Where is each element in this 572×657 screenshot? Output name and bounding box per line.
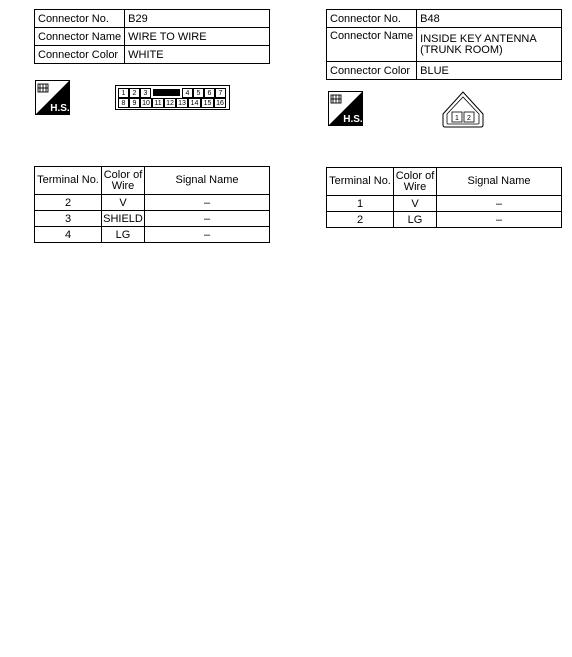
left-connector-color-value: WHITE bbox=[125, 46, 270, 64]
left-connector-color-label: Connector Color bbox=[35, 46, 125, 64]
right-row1-signal: – bbox=[437, 196, 562, 212]
table-row bbox=[35, 195, 270, 211]
left-connector-name-value: WIRE TO WIRE bbox=[125, 28, 270, 46]
left-pin-3: 3 bbox=[140, 88, 151, 98]
left-pin-16: 16 bbox=[214, 98, 226, 108]
left-connector-face bbox=[115, 85, 230, 110]
left-connector-key-block bbox=[153, 89, 180, 96]
left-terminal-table bbox=[34, 166, 270, 243]
left-connector-info-table bbox=[34, 9, 270, 64]
left-row2-terminal: 3 bbox=[35, 211, 102, 227]
left-hs-badge-icon bbox=[35, 80, 70, 115]
left-row3-signal: – bbox=[145, 227, 270, 243]
left-pin-10: 10 bbox=[140, 98, 152, 108]
right-hs-badge-icon bbox=[328, 91, 363, 126]
table-row bbox=[35, 211, 270, 227]
right-connector-color-label: Connector Color bbox=[327, 62, 417, 80]
left-row1-signal: – bbox=[145, 195, 270, 211]
left-row3-terminal: 4 bbox=[35, 227, 102, 243]
left-hs-label: H.S. bbox=[50, 103, 70, 114]
right-row1-terminal: 1 bbox=[327, 196, 394, 212]
left-row2-color: SHIELD bbox=[103, 212, 143, 225]
right-connector-info-table bbox=[326, 9, 562, 80]
table-row bbox=[327, 196, 562, 212]
right-connector-no-value: B48 bbox=[417, 10, 562, 28]
right-connector-color-value: BLUE bbox=[417, 62, 562, 80]
left-pin-1: 1 bbox=[118, 88, 129, 98]
left-pin-15: 15 bbox=[201, 98, 214, 108]
right-connector-name-value bbox=[417, 28, 562, 62]
left-header-terminal-no: Terminal No. bbox=[35, 167, 102, 195]
table-row bbox=[35, 227, 270, 243]
left-connector-no-value: B29 bbox=[125, 10, 270, 28]
left-pin-12: 12 bbox=[164, 98, 176, 108]
table-row bbox=[327, 212, 562, 228]
right-pin-2: 2 bbox=[467, 115, 471, 122]
right-row2-signal: – bbox=[437, 212, 562, 228]
left-pin-14: 14 bbox=[188, 98, 201, 108]
right-row2-color: LG bbox=[394, 212, 437, 228]
left-row1-terminal: 2 bbox=[35, 195, 102, 211]
right-header-color-of-wire bbox=[394, 168, 437, 196]
right-row2-terminal: 2 bbox=[327, 212, 394, 228]
left-header-color-of: Color of bbox=[103, 168, 143, 181]
right-terminal-table bbox=[326, 167, 562, 228]
left-pin-7: 7 bbox=[215, 88, 226, 98]
left-row2-signal: – bbox=[145, 211, 270, 227]
left-header-color-of-wire bbox=[102, 167, 145, 195]
right-hs-label: H.S. bbox=[343, 114, 363, 125]
right-header-wire: Wire bbox=[403, 180, 427, 193]
left-pin-5: 5 bbox=[193, 88, 204, 98]
left-connector-no-label: Connector No. bbox=[35, 10, 125, 28]
right-row1-color: V bbox=[394, 196, 437, 212]
right-connector-name-label: Connector Name bbox=[327, 28, 417, 62]
right-pin-1: 1 bbox=[455, 115, 459, 122]
right-header-color-of: Color of bbox=[395, 169, 435, 182]
left-header-signal-name: Signal Name bbox=[145, 167, 270, 195]
left-pin-11: 11 bbox=[152, 98, 164, 108]
right-header-signal-name: Signal Name bbox=[437, 168, 562, 196]
right-connector-no-label: Connector No. bbox=[327, 10, 417, 28]
left-connector-name-label: Connector Name bbox=[35, 28, 125, 46]
left-pin-2: 2 bbox=[129, 88, 140, 98]
right-connector-face bbox=[440, 90, 486, 128]
left-row3-color: LG bbox=[102, 227, 145, 243]
left-row1-color: V bbox=[102, 195, 145, 211]
left-pin-8: 8 bbox=[118, 98, 129, 108]
left-pin-4: 4 bbox=[182, 88, 193, 98]
right-connector-name-line1: INSIDE KEY ANTENNA bbox=[420, 32, 537, 45]
right-connector-name-line2: (TRUNK ROOM) bbox=[420, 43, 503, 56]
left-pin-6: 6 bbox=[204, 88, 215, 98]
left-pin-13: 13 bbox=[176, 98, 188, 108]
right-header-terminal-no: Terminal No. bbox=[327, 168, 394, 196]
left-header-wire: Wire bbox=[111, 179, 135, 192]
left-pin-9: 9 bbox=[129, 98, 140, 108]
